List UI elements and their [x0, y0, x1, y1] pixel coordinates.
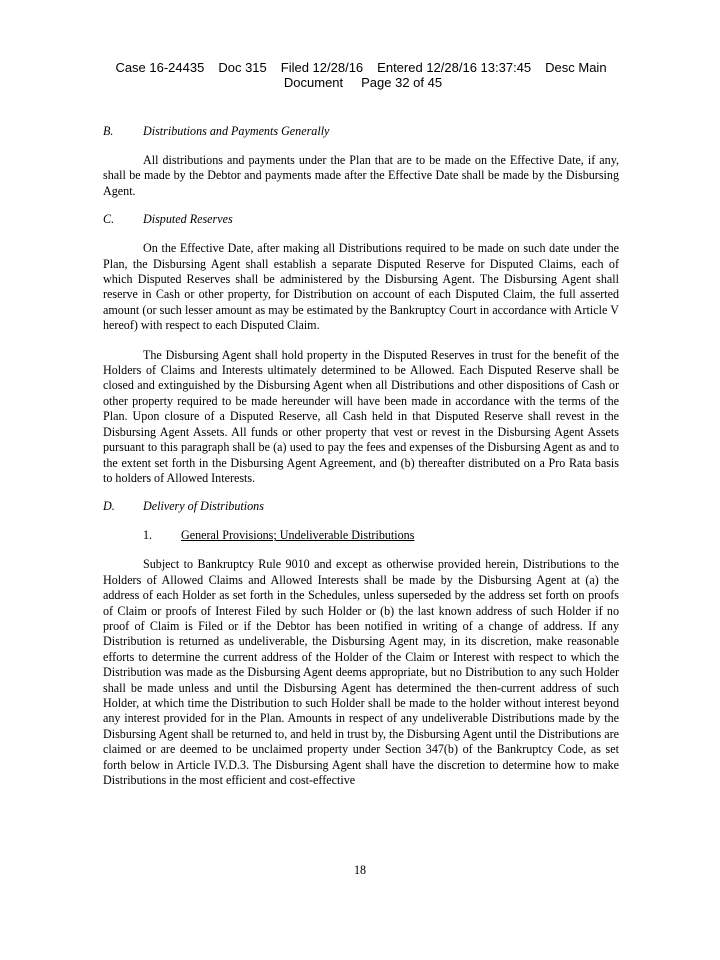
paragraph: On the Effective Date, after making all Distributions required to be made on such date under the Plan, the Disbursing Agent shall establish a separate Disputed Reserve for Disputed Claims, each of which Disputed Reserves shall be administered by the Disbursing Agent. The Disbursing Agent shall reserve in Cash or other property, for Distribution on account of each Disputed Claim, the full asserted amount (or such lesser amount as may be estimated by the Bankruptcy Court in accordance with Article V hereof) with respect to each Disputed Claim. [103, 241, 619, 333]
paragraph: All distributions and payments under the Plan that are to be made on the Effective Date, if any, shall be made by the Debtor and payments made after the Effective Date shall be made by the Disbursing Agent. [103, 153, 619, 198]
subsection-title: General Provisions; Undeliverable Distributions [181, 528, 415, 543]
page-label: Page 32 of 45 [361, 75, 443, 90]
document-label: Document [283, 75, 344, 90]
section-heading-b [103, 124, 619, 139]
doc-number: Doc 315 [218, 60, 267, 75]
paragraph: Subject to Bankruptcy Rule 9010 and except as otherwise provided herein, Distributions to the Holders of Allowed Claims and Allowed Interests shall be made by the Disbursing Agent at (a) the address of each Holder as set forth in the Schedules, unless superseded by the address set forth on proofs of Claim or proofs of Interest Filed by such Holder or (b) the last known address of such Holder if no proof of Claim is Filed or if the Debtor has been notified in writing of a change of address. If any Distribution is returned as undeliverable, the Disbursing Agent may, in its discretion, make reasonable efforts to determine the current address of the Holder of the Claim or Interest with respect to which the Distribution was made as the Disbursing Agent deems appropriate, but no Distribution to any such Holder shall be made unless and until the Disbursing Agent has determined the then-current address of such Holder, at which time the Distribution to such Holder shall be made to the holder without interest beyond any interest provided for in the Plan. Amounts in respect of any undeliverable Distributions made by the Disbursing Agent shall be returned to, and held in trust by, the Disbursing Agent until the Distributions are claimed or are deemed to be unclaimed property under Section 347(b) of the Bankruptcy Code, as set forth below in Article IV.D.3. The Disbursing Agent shall have the discretion to determine how to make Distributions in the most efficient and cost-effective [103, 557, 619, 787]
header-line-2 [0, 75, 720, 90]
document-body [103, 124, 619, 788]
filed-date: Filed 12/28/16 [280, 60, 364, 75]
section-letter: C. [103, 212, 115, 227]
section-letter: D. [103, 499, 115, 514]
entered-date: Entered 12/28/16 13:37:45 [377, 60, 532, 75]
page-number: 18 [353, 863, 367, 877]
section-title: Delivery of Distributions [143, 499, 264, 514]
section-title: Disputed Reserves [143, 212, 233, 227]
section-letter: B. [103, 124, 114, 138]
subsection-number: 1. [143, 528, 153, 543]
court-filing-header [0, 60, 720, 90]
section-heading-c [103, 212, 619, 227]
paragraph: The Disbursing Agent shall hold property in the Disputed Reserves in trust for the benefit of the Holders of Claims and Interests ultimately determined to be Allowed. Each Disputed Reserve shall be closed and extinguished by the Disbursing Agent when all Distributions and other dispositions of Cash or other property required to be made hereunder will have been made in accordance with the terms of the Plan. Upon closure of a Disputed Reserve, all Cash held in that Disputed Reserve shall revest in the Disbursing Agent Assets. All funds or other property that vest or revest in the Disbursing Agent Assets pursuant to this paragraph shall be (a) used to pay the fees and expenses of the Disbursing Agent as and to the extent set forth in the Disbursing Agent Agreement, and (b) thereafter distributed on a Pro Rata basis to holders of Allowed Interests. [103, 347, 619, 485]
desc-label: Desc Main [545, 60, 607, 75]
case-number: Case 16-24435 [115, 60, 205, 75]
header-line-1 [0, 60, 720, 75]
subsection-heading [103, 528, 619, 543]
section-heading-d [103, 499, 619, 514]
section-title: Distributions and Payments Generally [143, 124, 330, 138]
